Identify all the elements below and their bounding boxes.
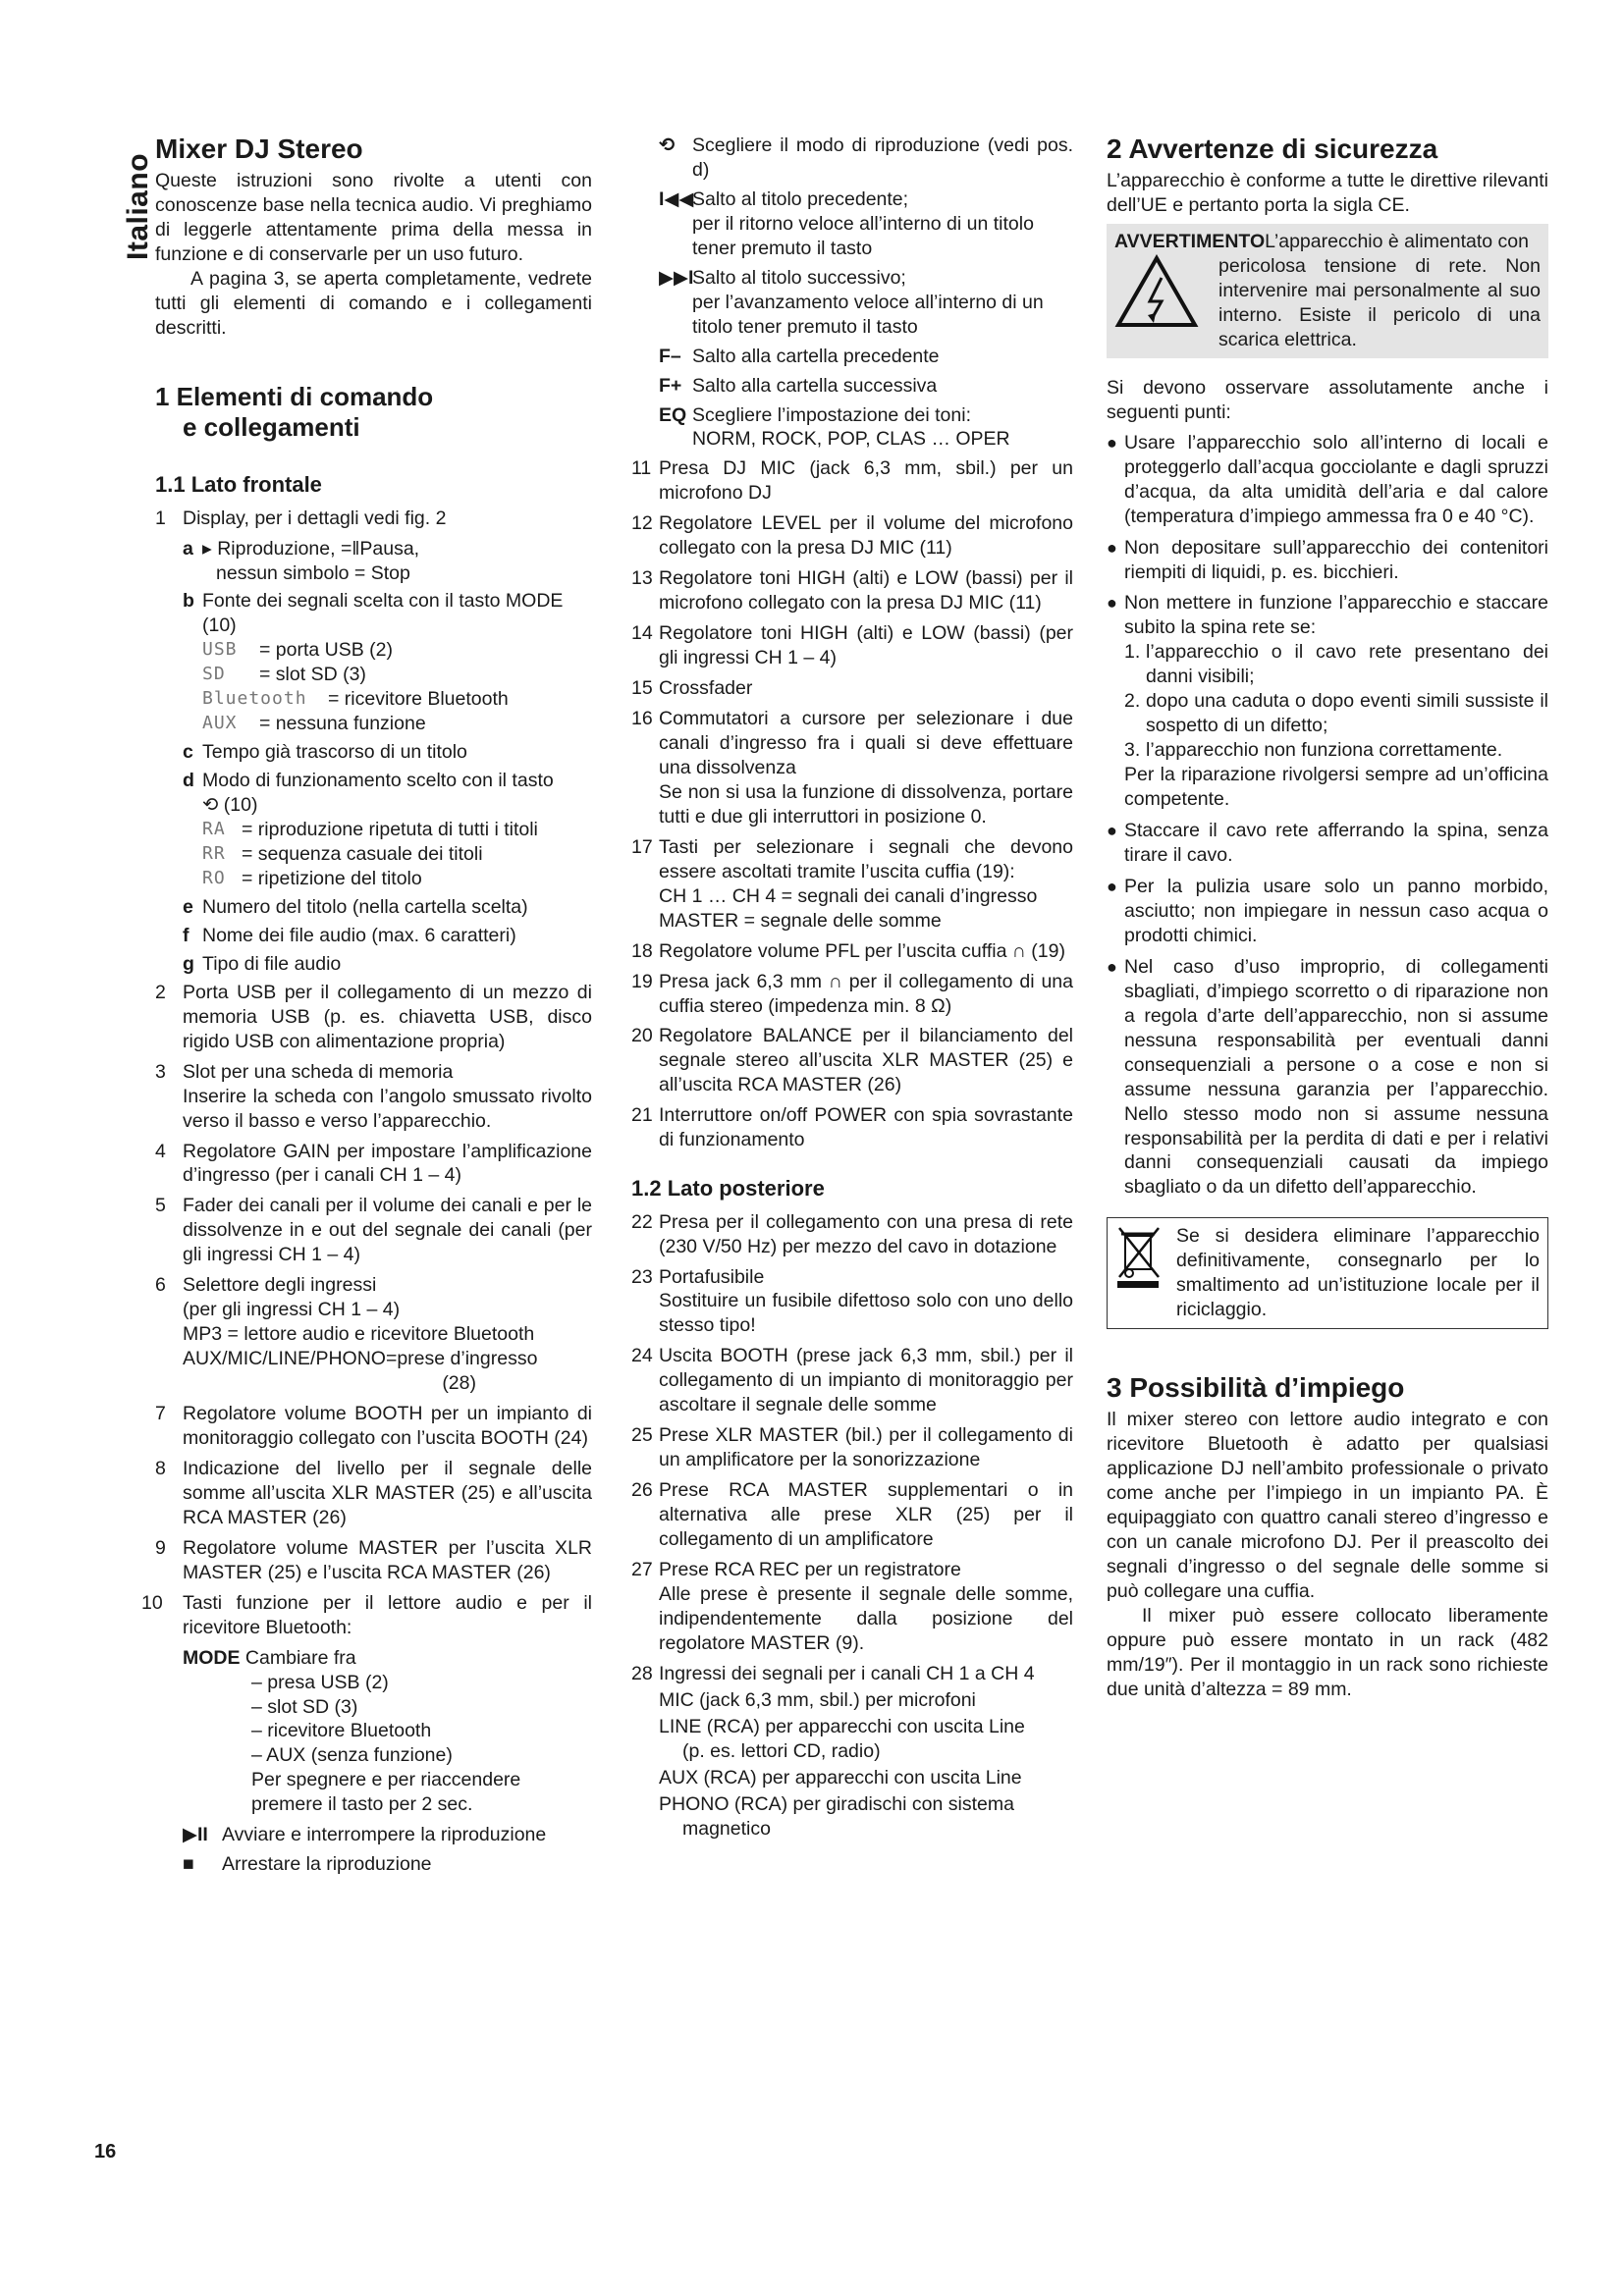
item-1a: a ▸ Riproduzione, =‖Pausa, nessun simbolo = Stop [183, 537, 420, 584]
item-27: 27 Prese RCA REC per un registratore Alle prese è presente il segnale delle somme, indipendentemente dalla posizione del regolatore MASTER (9). [631, 1559, 1073, 1654]
safety-bullet: ● Per la pulizia usare solo un panno morbido, asciutto; non impiegare in nessun caso acqua o prodotti chimici. [1107, 875, 1548, 946]
section-3-p2: Il mixer può essere collocato liberamente oppure può essere montato in un rack (482 mm/19″). Per il montaggio in un rack sono richieste due unità d’altezza = 89 mm. [1107, 1604, 1548, 1700]
item-17: 17 Tasti per selezionare i segnali che devono essere ascoltati tramite l’uscita cuffia (19): CH 1 … CH 4 = segnali dei canali d’ingresso MASTER = segnale delle somme [631, 835, 1073, 932]
item-9: 9 Regolatore volume MASTER per l’uscita XLR MASTER (25) e l’uscita RCA MASTER (26) [155, 1536, 592, 1583]
repeat-icon: ⟲ [659, 134, 676, 156]
item-5: 5 Fader dei canali per il volume dei canali e per le dissolvenze in e out del segnale dei canali (per gli ingressi CH 1 – 4) [155, 1195, 592, 1266]
section-2-intro: L’apparecchio è conforme a tutte le direttive rilevanti dell’UE e pertanto porta la sigla CE. [1107, 170, 1548, 217]
stop-icon: ■ [183, 1853, 194, 1876]
mode-key-row: MODE Cambiare fra [183, 1646, 356, 1669]
item-15: 15 Crossfader [631, 677, 753, 700]
safety-bullet: ● Non depositare sull’apparecchio dei contenitori riempiti di liquidi, p. es. bicchieri. [1107, 536, 1548, 583]
item-7: 7 Regolatore volume BOOTH per un impianto di monitoraggio collegato con l’uscita BOOTH (24) [155, 1403, 592, 1449]
item-1: 1 Display, per i dettagli vedi fig. 2 [155, 507, 447, 529]
weee-bin-icon [1115, 1224, 1176, 1322]
intro-paragraph: Queste istruzioni sono rivolte a utenti con conoscenze base nella tecnica audio. Vi preghiamo di leggerle attentamente prima della messa in funzione e di conservarle per un uso futuro. [155, 170, 592, 266]
item-8: 8 Indicazione del livello per il segnale delle somme all’uscita XLR MASTER (25) e all’uscita RCA MASTER (26) [155, 1457, 592, 1528]
section-3-p1: Il mixer stereo con lettore audio integrato e con ricevitore Bluetooth è adatto per qualsiasi applicazione DJ nell’ambito professionale o privato come anche per l’impiego in un impianto PA. È equipaggiato con quattro canali stereo d’ingresso e con un canale microfono DJ. Per il preascolto dei segnali d’ingresso o del segnale delle somme si può collegare una cuffia. [1107, 1409, 1548, 1603]
next-key-row: ▶▶I Salto al titolo successivo; per l’avanzamento veloce all’interno di un titolo tener premuto il tasto [659, 266, 1044, 338]
item-28: 28 Ingressi dei segnali per i canali CH 1 a CH 4 MIC (jack 6,3 mm, sbil.) per microfoni LINE (RCA) per apparecchi con uscita Line (p. es. lettori CD, radio) AUX (RCA) per apparecchi con uscita Line PHONO (RCA) per giradischi con sistema magnetico [631, 1662, 1035, 1840]
section-1-1-title: 1.1 Lato frontale [155, 472, 322, 498]
column-2 [631, 133, 1073, 1846]
repeat-key-row: ⟲ Scegliere il modo di riproduzione (vedi pos. d) [659, 134, 1073, 181]
column-3 [1107, 133, 1548, 1702]
play-pause-row: ▶II Avviare e interrompere la riproduzione [183, 1824, 547, 1846]
eq-row: EQ Scegliere l’impostazione dei toni: NORM, ROCK, POP, CLAS … OPER [659, 403, 1010, 451]
section-1-2-title: 1.2 Lato posteriore [631, 1176, 825, 1201]
page-number: 16 [94, 2141, 117, 2163]
item-16: 16 Commutatori a cursore per selezionare i due canali d’ingresso fra i quali si deve effettuare una dissolvenza Se non si usa la funzione di dissolvenza, portare tutti e due gli interruttori in posizione 0. [631, 708, 1073, 828]
item-4: 4 Regolatore GAIN per impostare l’amplificazione d’ingresso (per i canali CH 1 – 4) [155, 1140, 592, 1187]
safety-bullet: ● Usare l’apparecchio solo all’interno di locali e proteggerlo dall’acqua gocciolante e dagli spruzzi d’acqua, da alta umidità dell’aria e dal calore (temperatura d’impiego ammessa fra 0 e 40 °C). [1107, 431, 1548, 527]
item-11: 11 Presa DJ MIC (jack 6,3 mm, sbil.) per un microfono DJ [631, 457, 1073, 505]
repeat-icon: ⟲ [202, 794, 219, 817]
item-3: 3 Slot per una scheda di memoria Inserire la scheda con l’angolo smussato rivolto verso il basso e verso l’apparecchio. [155, 1060, 592, 1132]
doc-title: Mixer DJ Stereo [155, 133, 363, 164]
item-20: 20 Regolatore BALANCE per il bilanciamento del segnale stereo all’uscita XLR MASTER (25) e all’uscita RCA MASTER (26) [631, 1025, 1073, 1096]
safety-bullet: ● Nel caso d’uso improprio, di collegamenti sbagliati, d’impiego scorretto o di riparazione non a regola d’arte dell’apparecchio, non si assume nessuna responsabilità per eventuali danni consequenziali a persone o a cose e non si assume nessuna garanzia per l’apparecchio. Nello stesso modo non si assume nessuna responsabilità per la perdita di dati e per i relativi danni consequenziali causati da impiego sbagliato o da un difetto dell’apparecchio. [1107, 955, 1548, 1199]
intro-paragraph-2: A pagina 3, se aperta completamente, vedrete tutti gli elementi di comando e i collegamenti descritti. [155, 268, 592, 339]
item-21: 21 Interruttore on/off POWER con spia sovrastante di funzionamento [631, 1104, 1073, 1151]
section-2-points-intro: Si devono osservare assolutamente anche i seguenti punti: [1107, 376, 1548, 423]
item-18: 18 Regolatore volume PFL per l’uscita cuffia ∩ (19) [631, 939, 1065, 962]
item-14: 14 Regolatore toni HIGH (alti) e LOW (bassi) (per gli ingressi CH 1 – 4) [631, 622, 1073, 669]
safety-bullet: ● Staccare il cavo rete afferrando la spina, senza tirare il cavo. [1107, 820, 1548, 867]
item-1e: e Numero del titolo (nella cartella scelta) [183, 895, 528, 918]
skip-back-icon: I◀◀ [659, 187, 694, 210]
item-22: 22 Presa per il collegamento con una presa di rete (230 V/50 Hz) per mezzo del cavo in dotazione [631, 1210, 1073, 1257]
column-1 [141, 133, 592, 1882]
item-13: 13 Regolatore toni HIGH (alti) e LOW (bassi) per il microfono collegato con la presa DJ MIC (11) [631, 567, 1073, 614]
item-1b: b Fonte dei segnali scelta con il tasto MODE (10) USB = porta USB (2) SD = slot SD (3) Bluetooth = ricevitore Bluetooth AUX = nessuna funzione [183, 590, 564, 735]
item-1f: f Nome dei file audio (max. 6 caratteri) [183, 924, 516, 946]
warning-box: AVVERTIMENTOL’apparecchio è alimentato con pericolosa tensione di rete. Non intervenire mai personalmente al suo interno. Esiste il pericolo di una scarica elettrica. [1107, 224, 1548, 358]
prev-key-row: I◀◀ Salto al titolo precedente; per il ritorno veloce all’interno di un titolo tener premuto il tasto [659, 187, 1034, 259]
section-2-title: 2 Avvertenze di sicurezza [1107, 133, 1438, 164]
item-25: 25 Prese XLR MASTER (bil.) per il collegamento di un amplificatore per la sonorizzazione [631, 1424, 1073, 1471]
safety-bullet: ● Non mettere in funzione l’apparecchio e staccare subito la spina rete se: 1. l’apparecchio o il cavo rete presentano dei danni visibili; 2. dopo una caduta o dopo eventi simili sussiste il sospetto di un difetto; 3. l’apparecchio non funziona correttamente. Per la riparazione rivolgersi sempre ad un’officina competente. [1107, 592, 1548, 811]
item-19: 19 Presa jack 6,3 mm ∩ per il collegamento di una cuffia stereo (impedenza min. 8 Ω) [631, 970, 1073, 1017]
stop-row: ■ Arrestare la riproduzione [183, 1853, 432, 1876]
mode-options: – presa USB (2) – slot SD (3) – ricevitore Bluetooth – AUX (senza funzione) Per spegnere e per riaccendere premere il tasto per 2 sec. [251, 1671, 521, 1816]
item-2: 2 Porta USB per il collegamento di un mezzo di memoria USB (p. es. chiavetta USB, disco rigido USB con alimentazione propria) [155, 981, 592, 1052]
item-1c: c Tempo già trascorso di un titolo [183, 741, 467, 764]
item-1d: d Modo di funzionamento scelto con il tasto ⟲ (10) RA = riproduzione ripetuta di tutti i titoli RR = sequenza casuale dei titoli RO = ripetizione del titolo [183, 770, 554, 889]
play-pause-icon: ▶II [183, 1824, 208, 1846]
item-24: 24 Uscita BOOTH (prese jack 6,3 mm, sbil.) per il collegamento di un impianto di monitoraggio per ascoltare il segnale delle somme [631, 1345, 1073, 1416]
folder-prev-row: F– Salto alla cartella precedente [659, 345, 940, 367]
skip-forward-icon: ▶▶I [659, 266, 694, 289]
item-1g: g Tipo di file audio [183, 952, 342, 975]
item-23: 23 Portafusibile Sostituire un fusibile difettoso solo con uno dello stesso tipo! [631, 1265, 1073, 1337]
language-tab: Italiano [122, 152, 154, 260]
section-1-title: 1 Elementi di comando e collegamenti [155, 381, 434, 443]
item-10: 10 Tasti funzione per il lettore audio e per il ricevitore Bluetooth: [141, 1591, 592, 1638]
item-6: 6 Selettore degli ingressi (per gli ingressi CH 1 – 4) MP3 = lettore audio e ricevitore Bluetooth AUX/MIC/LINE/PHONO=prese d’ingresso (28) [155, 1274, 538, 1395]
item-12: 12 Regolatore LEVEL per il volume del microfono collegato con la presa DJ MIC (11) [631, 512, 1073, 560]
high-voltage-warning-icon [1114, 254, 1218, 352]
warning-label: AVVERTIMENTO [1114, 231, 1266, 253]
recycling-notice: Se si desidera eliminare l’apparecchio definitivamente, consegnarlo per lo smaltimento ad un’istituzione locale per il riciclaggio. [1107, 1217, 1548, 1329]
section-3-title: 3 Possibilità d’impiego [1107, 1372, 1405, 1404]
folder-next-row: F+ Salto alla cartella successiva [659, 374, 938, 397]
item-26: 26 Prese RCA MASTER supplementari o in alternativa alle prese XLR (25) per il collegamento di un amplificatore [631, 1479, 1073, 1551]
